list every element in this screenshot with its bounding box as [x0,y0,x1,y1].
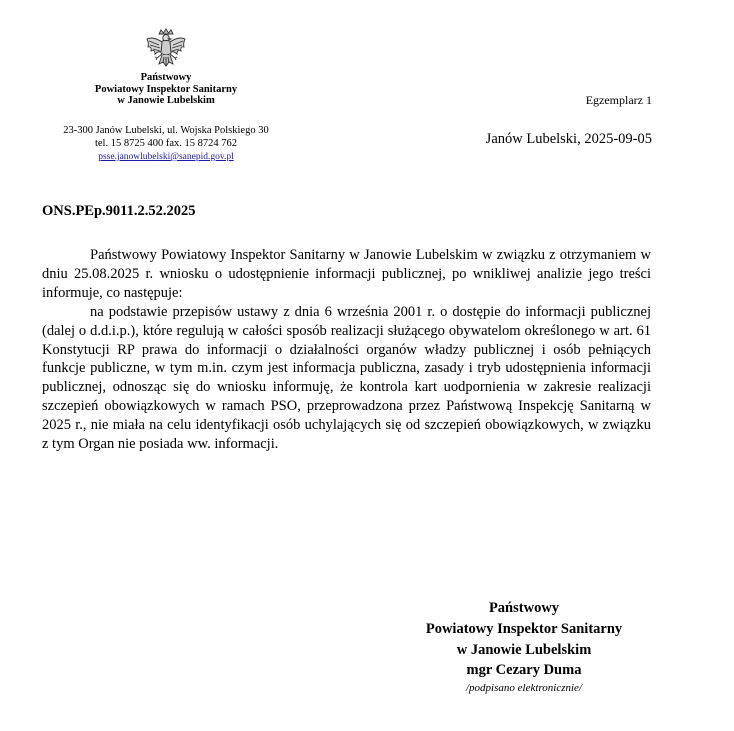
institution-name [40,72,292,107]
institution-line: Powiatowy Inspektor Sanitarny [94,83,238,95]
letter-body [42,246,651,454]
electronic-signature-note: /podpisano elektronicznie/ [466,682,582,695]
email-link[interactable]: psse.janowlubelski@sanepid.gov.pl [98,152,234,162]
copy-number: Egzemplarz 1 [585,93,652,107]
phone-fax: tel. 15 8725 400 fax. 15 8724 762 [94,138,238,149]
polish-eagle-icon [143,27,189,73]
institution-line: Państwowy [140,72,192,83]
institution-address-block [40,124,292,164]
signature-block [404,598,644,695]
institution-line: w Janowie Lubelskim [117,95,215,106]
body-paragraph: na podstawie przepisów ustawy z dnia 6 września 2001 r. o dostępie do informacji publicznej (dalej o d.d.i.p.), które regulują w całości sposób realizacji służącego obywatelom określonego w art. 61 Konstytucji RP prawa do informacji o działalności organów władzy publicznej i osób pełniących funkcje publiczne, w tym m.in. czym jest informacja publiczna, zasady i tryb udostępnienia informacji publicznej, odnosząc się do wniosku informuję, że kontrola kart uodpornienia w zakresie realizacji szczepień obowiązkowych w ramach PSO, przeprowadzona przez Państwową Inspekcję Sanitarną w 2025 r., nie miała na celu identyfikacji osób uchylających się od szczepień obowiązkowych, w związku z tym Organ nie posiada ww. informacji. [42,303,651,453]
postal-address: 23-300 Janów Lubelski, ul. Wojska Polskiego 30 [63,125,269,136]
body-paragraph: Państwowy Powiatowy Inspektor Sanitarny w Janowie Lubelskim w związku z otrzymaniem w dniu 25.08.2025 r. wniosku o udostępnienie informacji publicznej, po wnikliwej analizie jego treści informuje, co następuje: [42,247,651,301]
signature-line: Państwowy [488,600,560,616]
signatory-name: mgr Cezary Duma [466,662,582,679]
place-and-date: Janów Lubelski, 2025-09-05 [485,131,652,147]
case-reference-number: ONS.PEp.9011.2.52.2025 [42,203,196,219]
signature-line: w Janowie Lubelskim [456,641,592,658]
signature-line: Powiatowy Inspektor Sanitarny [425,620,623,637]
